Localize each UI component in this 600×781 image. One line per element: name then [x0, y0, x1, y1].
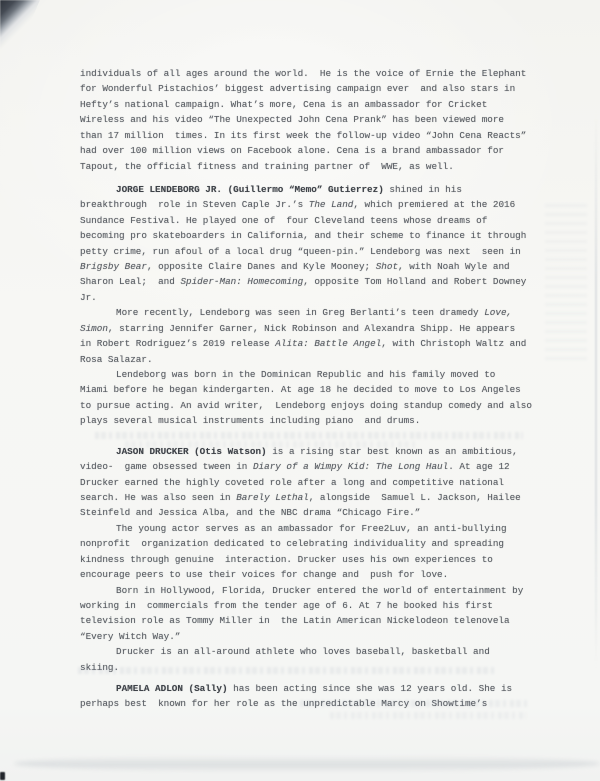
text-run: , starring Jennifer Garner, Nick Robinson and Alexandra Shipp. He appears — [107, 322, 516, 334]
text-line — [80, 213, 536, 228]
text-run: , with Christoph Waltz and — [381, 338, 527, 350]
text-line — [80, 644, 536, 659]
text-run: Tapout, the official fitness and training partner of WWE, as well. — [80, 160, 454, 172]
text-line — [80, 336, 536, 351]
text-run: Lendeborg was born in the Dominican Republic and his family moved to — [116, 369, 496, 381]
text-run: PAMELA ADLON (Sally) — [116, 683, 228, 695]
text-line — [80, 583, 536, 598]
paragraph — [80, 681, 536, 712]
paragraph — [80, 66, 536, 174]
text-run: Sundance Festival. He played one of four Cleveland teens whose dreams of — [80, 214, 488, 226]
ink-bleed-ghost — [78, 667, 496, 674]
text-run: Alita: Battle Angel — [275, 338, 382, 350]
text-run: , opposite Tom Holland and Robert Downey — [303, 276, 527, 288]
ink-bleed-ghost — [300, 700, 528, 707]
text-run: video- game obsessed tween in — [80, 461, 253, 473]
bio-section-jorge-lendeborg-jr — [80, 182, 536, 429]
text-line — [80, 81, 536, 96]
text-run: had over 100 million views on Facebook alone. Cena is a brand ambassador for — [80, 145, 505, 157]
text-run: , alongside Samuel L. Jackson, Hailee — [308, 491, 521, 503]
text-run: , with Noah Wyle and — [398, 261, 510, 273]
text-run: in Robert Rodriguez’s 2019 release — [80, 338, 276, 350]
text-run: The Land — [308, 199, 354, 211]
scan-edge-mark — [0, 772, 5, 780]
text-run: Shot — [375, 261, 399, 273]
text-run: Jr. — [80, 291, 97, 303]
scan-corner-shadow — [0, 0, 40, 92]
text-run: Spider-Man: Homecoming — [180, 276, 304, 288]
bio-section-john-cena-continued — [80, 66, 536, 174]
text-line — [80, 159, 536, 174]
text-line — [80, 259, 536, 274]
paragraph — [80, 583, 536, 645]
text-run: Hefty’s national campaign. What’s more, Cena is an ambassador for Cricket — [80, 98, 488, 110]
text-line — [80, 567, 536, 582]
text-run: The young actor serves as an ambassador for Free2Luv, an anti-bullying — [116, 522, 507, 534]
text-line — [80, 475, 536, 490]
text-run: encourage peers to use their voices for change and push for love. — [80, 569, 449, 581]
text-run: Rosa Salazar. — [80, 353, 153, 365]
text-run: becoming pro skateboarders in California, and their scheme to finance it through — [80, 230, 527, 242]
bio-section-jason-drucker — [80, 444, 536, 675]
text-run: kindness through genuine interaction. Drucker uses his own experiences to — [80, 553, 493, 565]
text-line — [80, 182, 536, 197]
text-run: breakthrough role in Steven Caple Jr.’s — [80, 199, 309, 211]
text-run: JASON DRUCKER (Otis Watson) — [116, 445, 267, 457]
paragraph — [80, 367, 536, 429]
bio-section-pamela-adlon — [80, 681, 536, 712]
text-line — [80, 305, 536, 320]
ink-bleed-ghost — [125, 441, 415, 448]
text-line — [80, 413, 536, 428]
text-run: “Every Witch Way.” — [80, 630, 181, 642]
text-run: is a rising star best known as an ambitious, — [266, 445, 518, 457]
text-line — [80, 598, 536, 613]
ink-bleed-ghost — [330, 712, 526, 719]
text-run: Barely Lethal — [236, 491, 309, 503]
text-line — [80, 613, 536, 628]
text-line — [80, 112, 536, 127]
text-line — [80, 629, 536, 644]
text-run: nonprofit organization dedicated to celebrating individuality and spreading — [80, 538, 505, 550]
text-line — [80, 536, 536, 551]
text-run: than 17 million times. In its first week the follow-up video “John Cena Reacts” — [80, 129, 527, 141]
text-line — [80, 290, 536, 305]
paragraph — [80, 444, 536, 521]
text-line — [80, 244, 536, 259]
text-line — [80, 459, 536, 474]
ink-bleed-ghost — [545, 200, 587, 360]
text-run: search. He was also seen in — [80, 491, 237, 503]
paragraph — [80, 521, 536, 583]
text-run: Brigsby Bear — [80, 261, 147, 273]
paragraph — [80, 305, 536, 367]
text-run: has been acting since she was 12 years old. She is — [227, 683, 513, 695]
text-line — [80, 398, 536, 413]
text-run: to pursue acting. An avid writer, Lendeborg enjoys doing standup comedy and also — [80, 399, 532, 411]
text-line — [80, 552, 536, 567]
text-run: Wireless and his video “The Unexpected John Cena Prank” has been viewed more — [80, 114, 505, 126]
text-line — [80, 143, 536, 158]
text-run: individuals of all ages around the world. He is the voice of Ernie the Elephant — [80, 68, 527, 79]
text-run: Born in Hollywood, Florida, Drucker entered the world of entertainment by — [116, 584, 524, 596]
text-run: television role as Tommy Miller in the Latin American Nickelodeon telenovela — [80, 615, 510, 627]
paragraph — [80, 182, 536, 305]
text-line — [80, 274, 536, 289]
text-run: Drucker earned the highly coveted role after a long and competitive national — [80, 476, 505, 488]
text-line — [80, 352, 536, 367]
text-line — [80, 66, 536, 81]
text-run: Sharon Leal; and — [80, 276, 181, 288]
text-run: for Wonderful Pistachios’ biggest advertising campaign ever and also stars in — [80, 83, 516, 95]
text-line — [80, 128, 536, 143]
scan-right-edge-line — [595, 110, 597, 670]
text-line — [80, 521, 536, 536]
text-run: . At age 12 — [448, 461, 510, 473]
text-run: perhaps best known for her role as the unpredictable Marcy on Showtime’s — [80, 698, 488, 710]
ink-bleed-ghost — [95, 432, 523, 439]
text-line — [80, 681, 536, 696]
text-run: , opposite Claire Danes and Kyle Mooney; — [146, 261, 376, 273]
text-line — [80, 505, 536, 520]
text-run: JORGE LENDEBORG JR. (Guillermo “Memo” Gutierrez) — [116, 183, 384, 195]
text-line — [80, 321, 536, 336]
text-run: petty crime, run afoul of a local drug “queen-pin.” Lendeborg was next seen in — [80, 245, 521, 257]
text-run: shined in his — [383, 183, 462, 195]
text-line — [80, 367, 536, 382]
text-block — [80, 66, 536, 712]
text-line — [80, 197, 536, 212]
text-line — [80, 97, 536, 112]
text-run: Love, — [484, 307, 513, 319]
text-run: skiing. — [80, 661, 120, 673]
page-bottom-shadow — [14, 756, 600, 771]
text-line — [80, 382, 536, 397]
text-run: Simon — [80, 322, 108, 334]
text-run: More recently, Lendeborg was seen in Greg Berlanti’s teen dramedy — [116, 307, 485, 319]
text-run: Drucker is an all-around athlete who loves baseball, basketball and — [116, 646, 490, 658]
text-line — [80, 228, 536, 243]
text-run: plays several musical instruments including piano and drums. — [80, 415, 421, 427]
text-line — [80, 490, 536, 505]
text-run: Diary of a Wimpy Kid: The Long Haul — [252, 461, 449, 473]
text-run: working in commercials from the tender age of 6. At 7 he booked his first — [80, 599, 493, 611]
text-run: Steinfeld and Jessica Alba, and the NBC drama “Chicago Fire.” — [80, 507, 421, 519]
text-run: , which premiered at the 2016 — [353, 199, 516, 211]
text-run: Miami before he began kindergarten. At age 18 he decided to move to Los Angeles — [80, 384, 521, 396]
